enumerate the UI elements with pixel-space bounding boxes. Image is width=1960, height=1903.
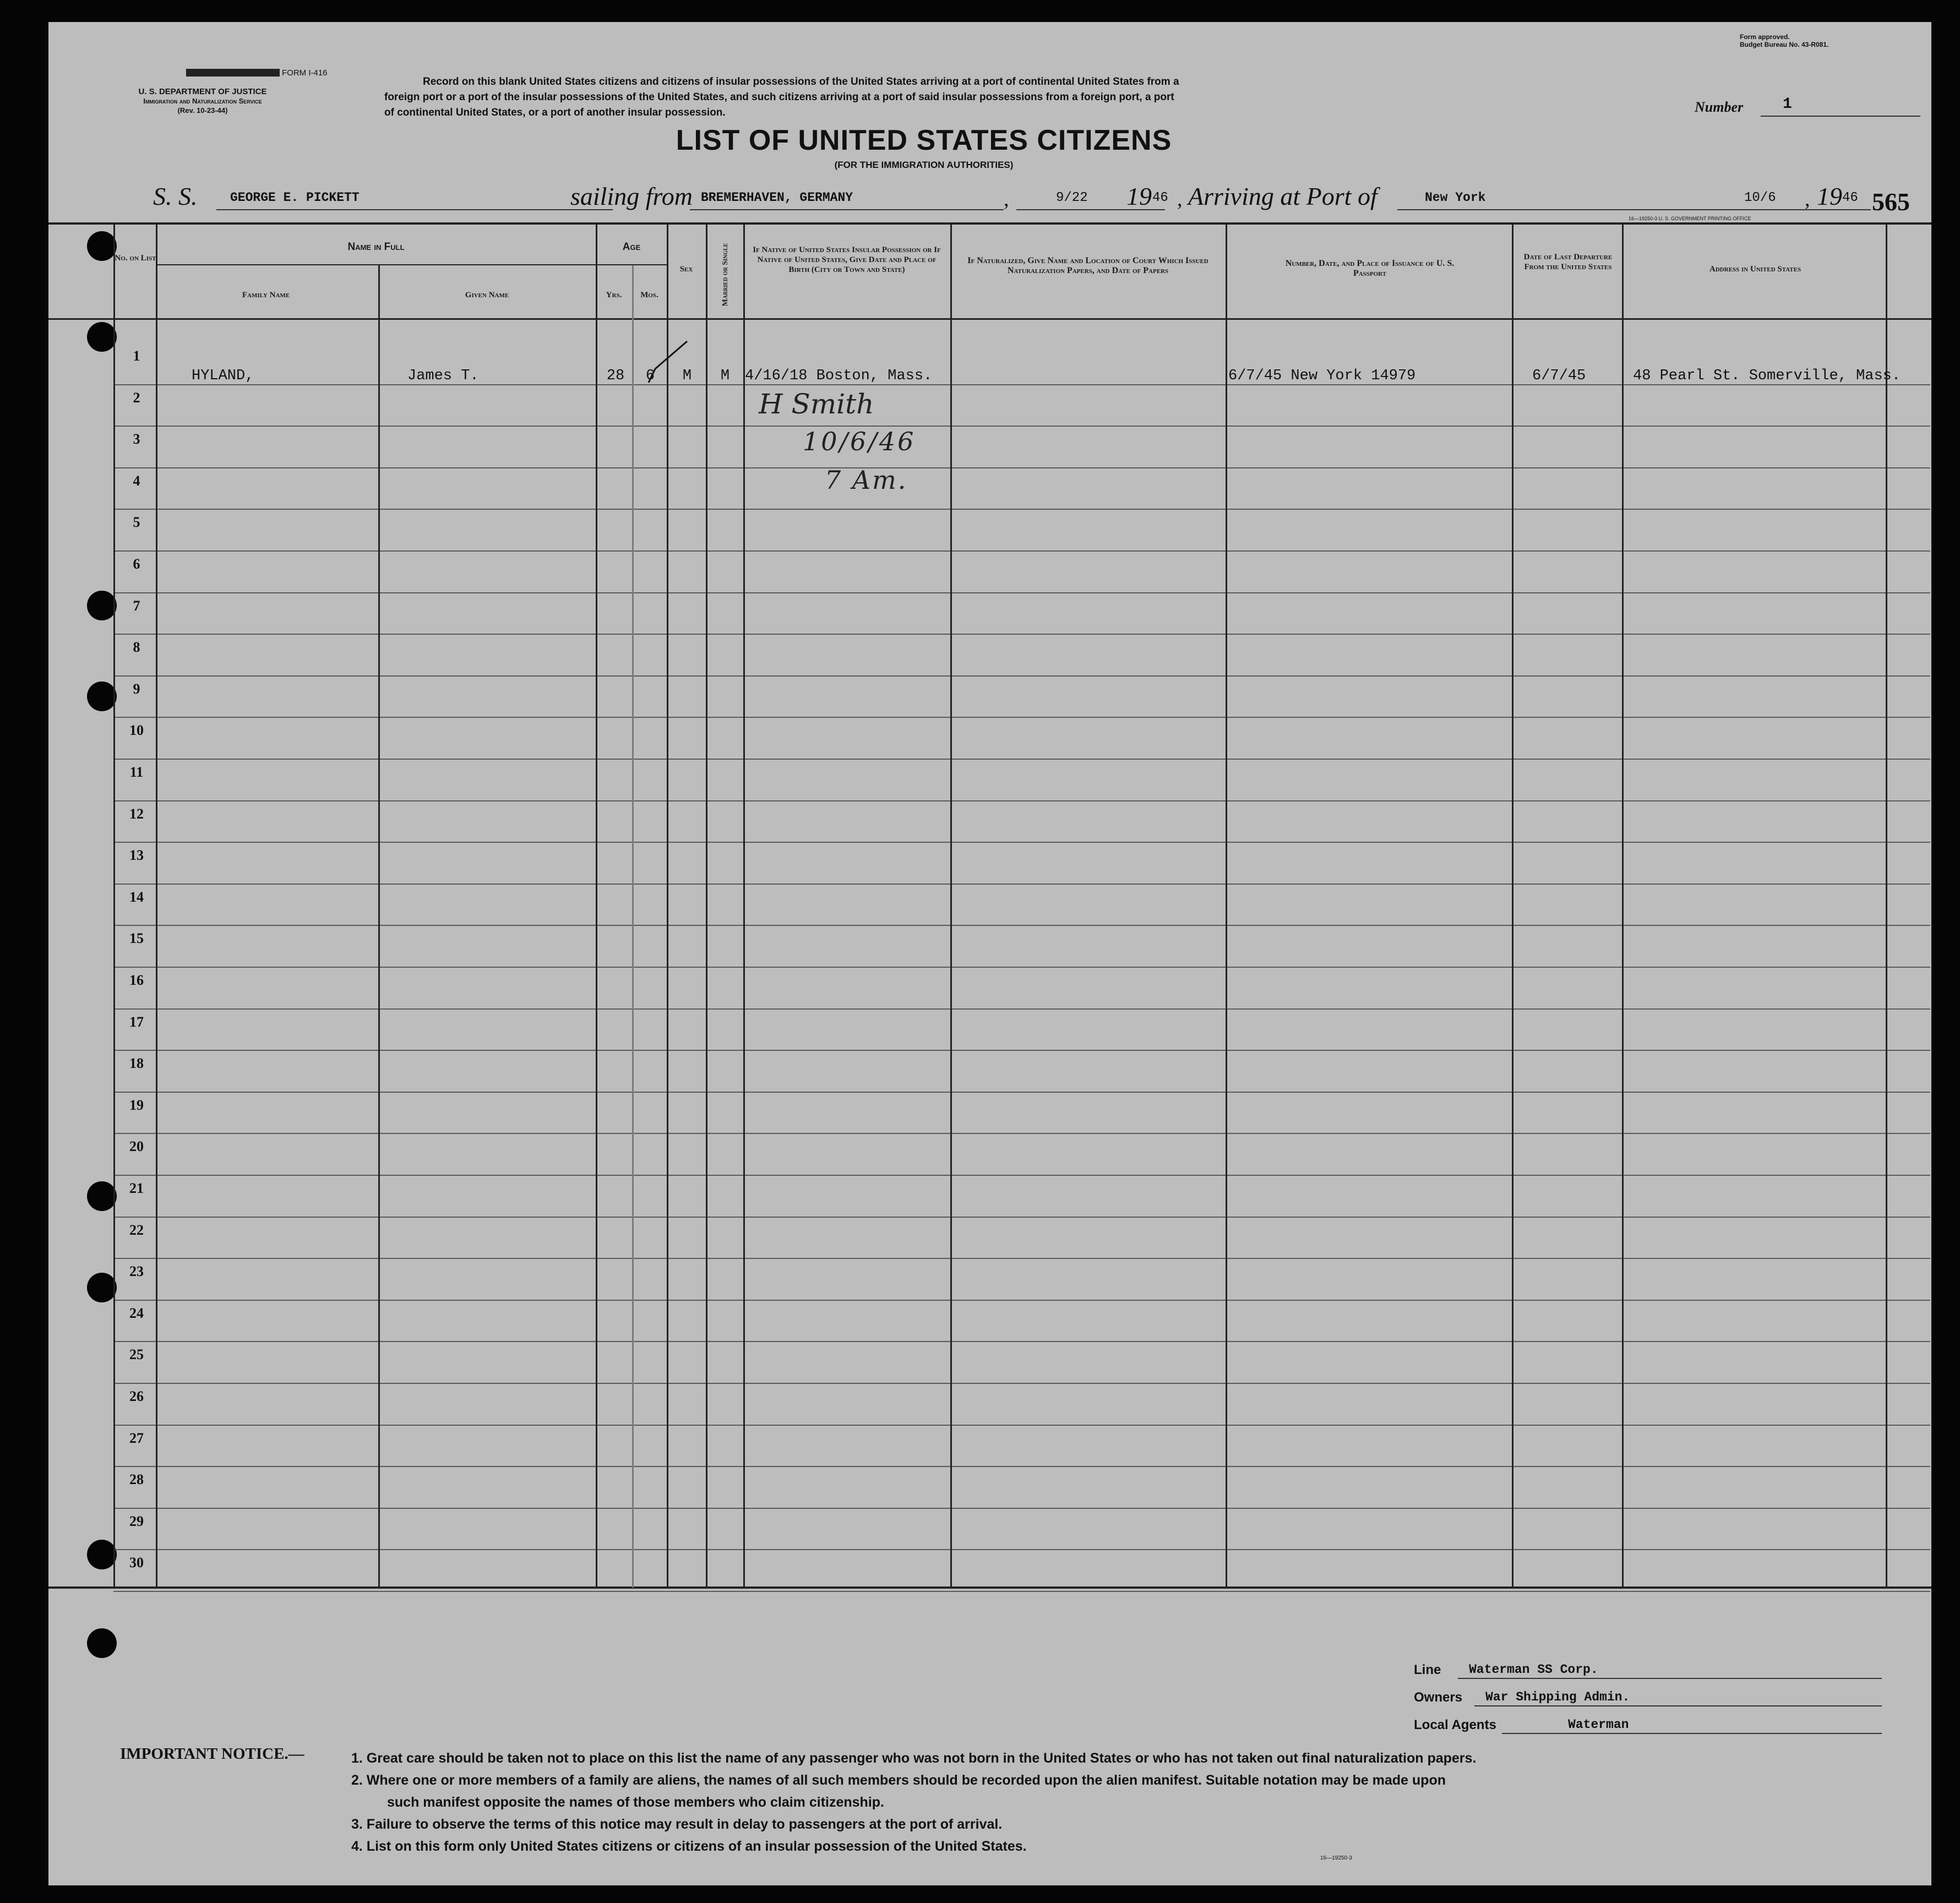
agents-label: Local Agents: [1414, 1717, 1496, 1732]
from-port: BREMERHAVEN, GERMANY: [701, 190, 853, 205]
table-top-border: [48, 222, 1931, 225]
row-number: 22: [129, 1222, 144, 1238]
notice-item-2-cont: such manifest opposite the names of those members who claim citizenship.: [387, 1795, 884, 1810]
arrival-year: 46: [1842, 190, 1858, 205]
punch-hole: [87, 1273, 117, 1302]
punch-hole: [87, 1540, 117, 1569]
row-number: 30: [129, 1555, 144, 1571]
punch-hole: [87, 1181, 117, 1211]
row-rule: [113, 1008, 1930, 1010]
revision-date: (Rev. 10-23-44): [177, 106, 228, 114]
row-rule: [113, 1258, 1930, 1259]
row-number: 18: [129, 1055, 144, 1072]
number-label: Number: [1695, 99, 1744, 115]
row-number: 6: [133, 556, 140, 572]
row-number: 15: [129, 930, 144, 947]
row-rule: [113, 426, 1930, 427]
col-line: [378, 264, 380, 1588]
sailing-label: sailing from: [570, 182, 693, 210]
header-last-departure: Date of Last Departure From the United States: [1523, 253, 1613, 271]
row-number: 23: [129, 1263, 144, 1280]
row-rule: [113, 1591, 1930, 1592]
row-rule: [113, 1175, 1930, 1176]
ship-name: GEORGE E. PICKETT: [230, 190, 360, 205]
row-number: 10: [129, 722, 144, 739]
header-bottom-border: [48, 318, 1931, 320]
header-sex: Sex: [679, 265, 693, 274]
col-line: [1226, 223, 1227, 1588]
intro-line-1: Record on this blank United States citizens and citizens of insular possessions of the United States arriving at a port of continental United States from a: [423, 76, 1179, 88]
col-line: [1622, 223, 1624, 1588]
number-value: 1: [1783, 96, 1792, 113]
row-number: 16: [129, 972, 144, 988]
notice-heading: IMPORTANT NOTICE.—: [120, 1745, 304, 1763]
owners-label: Owners: [1414, 1690, 1463, 1705]
department-block: [115, 87, 291, 115]
depart-year-prefix: 19: [1126, 182, 1152, 210]
header-age: Age: [622, 241, 641, 253]
row-rule: [113, 1383, 1930, 1384]
redaction-bar: [186, 69, 280, 77]
row-number: 26: [129, 1388, 144, 1404]
row-number: 24: [129, 1305, 144, 1321]
row-number: 4: [133, 472, 140, 489]
row-rule: [113, 1508, 1930, 1509]
notice-code: 16—19250-3: [1320, 1855, 1352, 1861]
header-birth: If Native of United States Insular Possession or If Native of United States, Give Date and Place of Birth (City or Town and State): [753, 246, 941, 274]
header-naturalized: If Naturalized, Give Name and Location of Court Which Issued Naturalization Papers, and Date of Papers: [967, 256, 1208, 275]
form-number: FORM I-416: [282, 68, 328, 78]
row-number: 20: [129, 1138, 144, 1155]
punch-hole: [87, 1628, 117, 1658]
row-rule: [113, 967, 1930, 968]
depart-date: 9/22: [1056, 190, 1088, 205]
row-rule: [113, 1217, 1930, 1218]
page-subtitle: (FOR THE IMMIGRATION AUTHORITIES): [834, 160, 1014, 170]
row-number: 11: [129, 764, 144, 780]
header-mos: Mos.: [640, 291, 658, 299]
row-number: 28: [129, 1471, 144, 1488]
row-number: 29: [129, 1513, 144, 1529]
header-given-name: Given Name: [465, 291, 509, 299]
row-rule: [113, 1341, 1930, 1342]
row-number: 8: [133, 639, 140, 656]
row-rule: [113, 634, 1930, 635]
notice-item-4: 4. List on this form only United States citizens or citizens of an insular possession of the United States.: [351, 1839, 1027, 1854]
page-number: 565: [1872, 188, 1910, 216]
row-number: 7: [133, 597, 140, 614]
row-rule: [113, 717, 1930, 718]
row-rule: [113, 550, 1930, 552]
row-rule: [113, 759, 1930, 760]
ss-label: S. S.: [153, 182, 198, 210]
header-address: Address in United States: [1709, 265, 1801, 274]
col-line: [113, 223, 115, 1588]
depart-year: 46: [1152, 190, 1168, 205]
row-number: 19: [129, 1097, 144, 1113]
approval-line-1: Form approved.: [1740, 33, 1790, 41]
name-age-subrule: [156, 264, 668, 265]
row-number: 12: [129, 805, 144, 822]
row-rule: [113, 675, 1930, 677]
check-mark-icon: [643, 330, 693, 391]
number-underline: [1761, 116, 1920, 117]
row-number: 9: [133, 680, 140, 697]
department-name: U. S. DEPARTMENT OF JUSTICE: [138, 87, 267, 96]
col-line: [706, 223, 707, 1588]
row-rule: [113, 1466, 1930, 1467]
col-line: [632, 264, 634, 1588]
col-line: [667, 223, 668, 1588]
row-rule: [113, 509, 1930, 510]
row-rule: [113, 1050, 1930, 1051]
passenger-given-name: James T.: [407, 368, 479, 384]
owners-underline: [1474, 1705, 1882, 1706]
passenger-family-name: HYLAND,: [192, 368, 254, 384]
page-title: LIST OF UNITED STATES CITIZENS: [676, 124, 1172, 156]
notice-item-3: 3. Failure to observe the terms of this notice may result in delay to passengers at the port of arrival.: [351, 1817, 1003, 1832]
punch-hole: [87, 322, 117, 352]
row-number: 14: [129, 888, 144, 905]
intro-text: [384, 74, 1651, 121]
comma: ,: [1805, 188, 1810, 211]
row-rule: [113, 1300, 1930, 1301]
row-rule: [113, 1549, 1930, 1550]
agents-value: Waterman: [1568, 1717, 1629, 1732]
arriving-label: Arriving at Port of: [1188, 182, 1378, 210]
approval-line-2: Budget Bureau No. 43-R081.: [1740, 41, 1829, 48]
row-rule: [113, 1133, 1930, 1134]
row-rule: [113, 1425, 1930, 1426]
manifest-sheet: [48, 22, 1931, 1885]
intro-line-2: foreign port or a port of the insular possessions of the United States, and such citizens arriving at a port of said insular possessions from a foreign port, a port: [384, 91, 1174, 103]
service-name: Immigration and Naturalization Service: [143, 97, 262, 105]
arrival-port: New York: [1425, 190, 1486, 205]
row-number: 2: [133, 389, 140, 406]
row-number: 21: [129, 1180, 144, 1196]
header-married-single: Married or Single: [721, 243, 729, 307]
comma: ,: [1177, 188, 1183, 211]
col-line: [1512, 223, 1513, 1588]
passenger-passport: 6/7/45 New York 14979: [1228, 368, 1416, 384]
col-line: [1886, 223, 1887, 1588]
notice-items: [351, 1747, 1909, 1857]
intro-line-3: of continental United States, or a port of another insular possession.: [384, 107, 726, 118]
line-underline: [1458, 1678, 1882, 1679]
punch-hole: [87, 591, 117, 620]
arrival-year-prefix: 19: [1817, 182, 1842, 210]
row-rule: [113, 925, 1930, 926]
notice-item-1: 1. Great care should be taken not to place on this list the name of any passenger who was not born in the United States or who has not taken out final naturalization papers.: [351, 1751, 1477, 1766]
row-rule: [113, 1092, 1930, 1093]
ship-underline: [216, 209, 613, 210]
row-rule: [113, 800, 1930, 801]
line-label: Line: [1414, 1662, 1441, 1677]
approval-note: [1740, 33, 1828, 48]
col-line: [156, 223, 157, 1588]
from-underline: [690, 209, 1004, 210]
handwritten-signature: H Smith: [759, 388, 874, 420]
row-number: 27: [129, 1430, 144, 1446]
row-number: 5: [133, 514, 140, 531]
handwritten-time: 7 Am.: [825, 465, 908, 495]
owners-value: War Shipping Admin.: [1485, 1690, 1630, 1704]
row-number: 17: [129, 1013, 144, 1030]
punch-hole: [87, 231, 117, 261]
row-rule: [113, 467, 1930, 468]
row-number: 3: [133, 431, 140, 448]
passenger-age-mos: 6: [645, 368, 655, 384]
row-rule: [113, 592, 1930, 593]
row-rule: [113, 842, 1930, 843]
agents-underline: [1502, 1733, 1882, 1734]
col-line: [950, 223, 952, 1588]
row-number: 13: [129, 847, 144, 864]
passenger-married: M: [720, 368, 730, 384]
line-value: Waterman SS Corp.: [1469, 1662, 1598, 1677]
col-line: [743, 223, 745, 1588]
comma: ,: [1004, 188, 1009, 211]
printer-note: 16—19250-3 U. S. GOVERNMENT PRINTING OFFICE: [1629, 216, 1751, 221]
passenger-address: 48 Pearl St. Somerville, Mass.: [1633, 368, 1901, 384]
header-family-name: Family Name: [242, 291, 290, 299]
punch-hole: [87, 681, 117, 711]
passenger-birth: 4/16/18 Boston, Mass.: [745, 368, 933, 384]
arrival-underline: [1397, 209, 1871, 210]
row-rule: [113, 884, 1930, 885]
handwritten-date: 10/6/46: [803, 427, 916, 456]
col-line: [596, 223, 597, 1588]
header-passport: Number, Date, and Place of Issuance of U. S. Passport: [1285, 259, 1455, 278]
header-no-on-list: No. on List: [115, 254, 156, 263]
header-yrs: Yrs.: [606, 291, 622, 299]
passenger-age-yrs: 28: [606, 368, 625, 384]
notice-item-2: 2. Where one or more members of a family are aliens, the names of all such members should be recorded upon the alien manifest. Suitable notation may be made upon: [351, 1773, 1446, 1788]
table-bottom-border: [48, 1586, 1931, 1589]
row-number: 1: [133, 348, 140, 364]
arrival-date: 10/6: [1744, 190, 1776, 205]
passenger-sex: M: [682, 368, 692, 384]
header-name-in-full: Name in Full: [347, 241, 405, 253]
passenger-last-departure: 6/7/45: [1532, 368, 1586, 384]
row-number: 25: [129, 1346, 144, 1363]
